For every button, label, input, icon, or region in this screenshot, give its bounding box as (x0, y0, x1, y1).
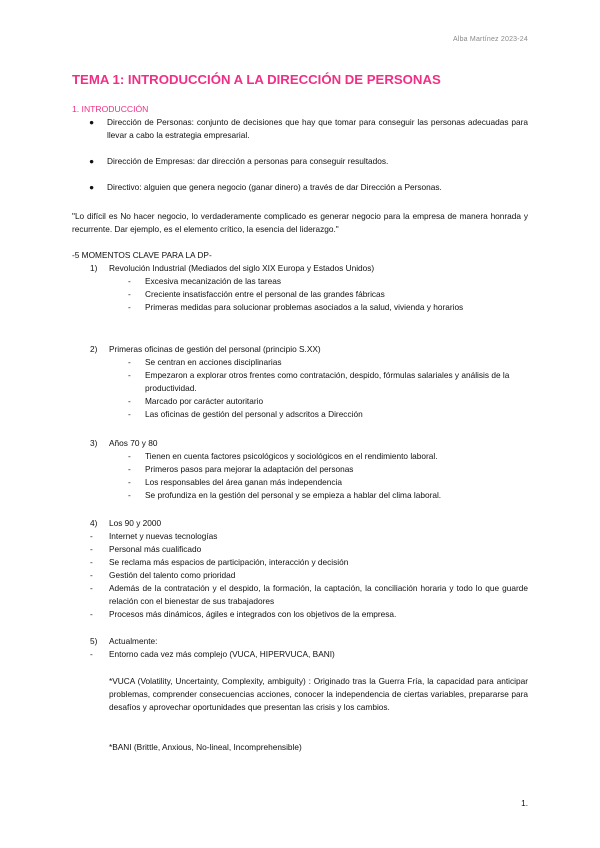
moment-number: 1) (90, 263, 98, 273)
vuca-note: *VUCA (Volatility, Uncertainty, Complexity, ambiguity) : Originado tras la Guerra Fría, la capacidad para anticipar problemas, comprender consecuencias acciones, conocer la independencia de ciertas variables, prepararse para desafíos y aprovechar oportunidades que presentan las crisis y los cambios. (109, 676, 528, 712)
bani-note: *BANI (Brittle, Anxious, No-lineal, Incomprehensible) (109, 742, 302, 752)
dash-icon: - (90, 544, 93, 554)
moment-item: Se profundiza en la gestión del personal y se empieza a hablar del clima laboral. (145, 490, 442, 500)
bullet-dot-icon: ● (89, 182, 95, 192)
moment-item: Se reclama más espacios de participación, interacción y decisión (109, 557, 349, 567)
section-heading: 1. INTRODUCCIÓN (72, 104, 149, 114)
moments-heading: -5 MOMENTOS CLAVE PARA LA DP- (72, 250, 212, 260)
moment-item: Excesiva mecanización de las tareas (145, 276, 282, 286)
dash-icon: - (128, 289, 131, 299)
dash-icon: - (90, 570, 93, 580)
moment-number: 3) (90, 438, 98, 448)
dash-icon: - (128, 370, 131, 380)
moment-title: Primeras oficinas de gestión del personal (principio S.XX) (109, 344, 321, 354)
moment-item: Internet y nuevas tecnologías (109, 531, 218, 541)
moment-number: 5) (90, 636, 98, 646)
moment-item: Tienen en cuenta factores psicológicos y sociológicos en el rendimiento laboral. (145, 451, 438, 461)
dash-icon: - (90, 583, 93, 593)
dash-icon: - (128, 490, 131, 500)
moment-item: Se centran en acciones disciplinarias (145, 357, 282, 367)
dash-icon: - (128, 464, 131, 474)
moment-title: Los 90 y 2000 (109, 518, 162, 528)
moment-title: Revolución Industrial (Mediados del siglo XIX Europa y Estados Unidos) (109, 263, 375, 273)
moment-item: Creciente insatisfacción entre el personal de las grandes fábricas (145, 289, 385, 299)
moment-item: Gestión del talento como prioridad (109, 570, 236, 580)
page-number: 1. (521, 798, 528, 808)
moment-item: Primeros pasos para mejorar la adaptación del personas (145, 464, 354, 474)
moment-item: Empezaron a explorar otros frentes como contratación, despido, fórmulas salariales y análisis de la productividad. (145, 370, 510, 393)
dash-icon: - (128, 302, 131, 312)
intro-bullet: Dirección de Personas: conjunto de decisiones que hay que tomar para conseguir las personas adecuadas para llevar a cabo la estrategia empresarial. (107, 117, 528, 140)
moment-number: 2) (90, 344, 98, 354)
intro-bullet: Directivo: alguien que genera negocio (ganar dinero) a través de dar Dirección a Personas. (107, 182, 442, 192)
moment-item: Primeras medidas para solucionar problemas asociados a la salud, vivienda y horarios (145, 302, 464, 312)
dash-icon: - (90, 609, 93, 619)
dash-icon: - (90, 649, 93, 659)
moment-item: Procesos más dinámicos, ágiles e integrados con los objetivos de la empresa. (109, 609, 397, 619)
bullet-dot-icon: ● (89, 156, 95, 166)
moment-title: Años 70 y 80 (109, 438, 158, 448)
moment-item: Marcado por carácter autoritario (145, 396, 264, 406)
moment-item: Entorno cada vez más complejo (VUCA, HIPERVUCA, BANI) (109, 649, 335, 659)
moment-item: Personal más cualificado (109, 544, 202, 554)
bullet-dot-icon: ● (89, 117, 95, 127)
dash-icon: - (90, 557, 93, 567)
dash-icon: - (128, 409, 131, 419)
moment-item: Las oficinas de gestión del personal y adscritos a Dirección (145, 409, 363, 419)
dash-icon: - (128, 357, 131, 367)
moment-item: Además de la contratación y el despido, la formación, la captación, la conciliación horaria y todo lo que guarde relación con el bienestar de sus trabajadores (109, 583, 528, 606)
moment-number: 4) (90, 518, 98, 528)
moment-title: Actualmente: (109, 636, 158, 646)
intro-bullet: Dirección de Empresas: dar dirección a personas para conseguir resultados. (107, 156, 389, 166)
moment-item: Los responsables del área ganan más independencia (145, 477, 342, 487)
quote: "Lo difícil es No hacer negocio, lo verdaderamente complicado es generar negocio para la empresa de manera honrada y recurrente. Dar ejemplo, es el elemento crítico, la esencia del liderazgo." (72, 211, 528, 234)
header-author-year: Alba Martínez 2023-24 (452, 36, 528, 43)
page-title: TEMA 1: INTRODUCCIÓN A LA DIRECCIÓN DE PERSONAS (72, 72, 441, 87)
dash-icon: - (128, 276, 131, 286)
dash-icon: - (90, 531, 93, 541)
dash-icon: - (128, 396, 131, 406)
dash-icon: - (128, 477, 131, 487)
dash-icon: - (128, 451, 131, 461)
